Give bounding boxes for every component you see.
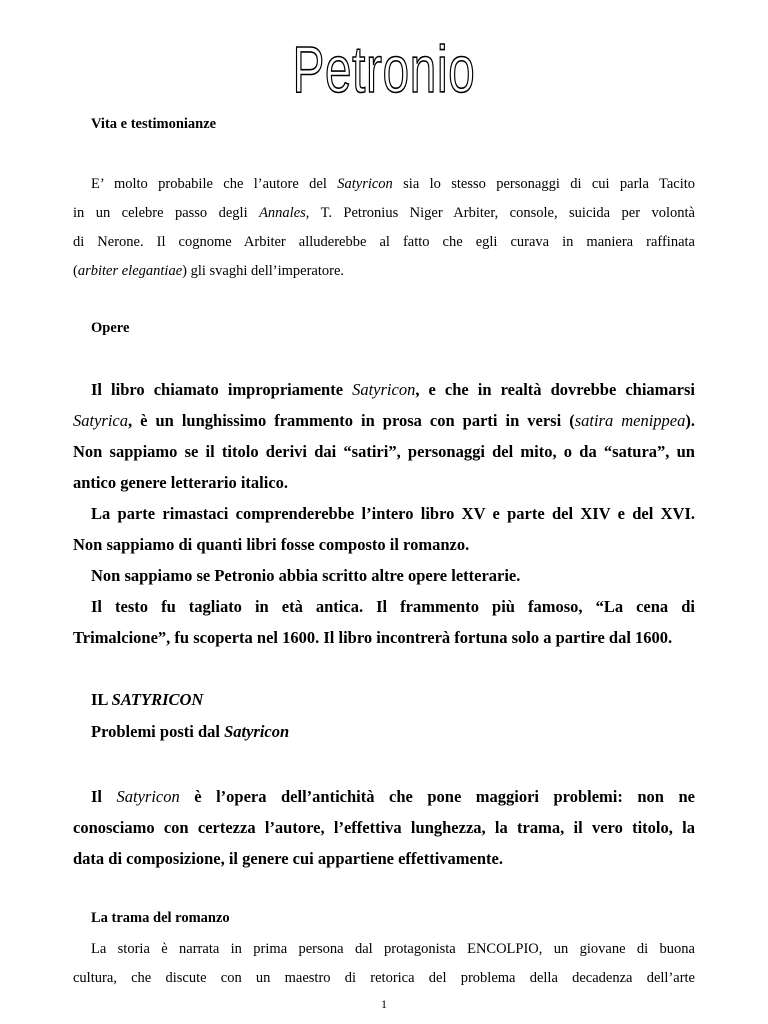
text-line: Non sappiamo se il titolo derivi dai “satiri”, personaggi del mito, o da “satura”, un [73,442,695,461]
heading-opere: Opere [91,320,130,336]
text-line: in un celebre passo degli Annales, T. Petronius Niger Arbiter, console, suicida per volontà [73,205,695,221]
paragraph-problemi [73,781,695,874]
text-line: Il Satyricon è l’opera dell’antichità che pone maggiori problemi: non ne [91,787,695,806]
text-line: antico genere letterario italico. [73,473,289,492]
text-line: Il testo fu tagliato in età antica. Il frammento più famoso, “La cena di [91,597,695,616]
heading-trama: La trama del romanzo [91,910,230,926]
paragraph-opere-2 [73,498,695,560]
text-line: Satyrica, è un lunghissimo frammento in prosa con parti in versi (satira menippea). [73,411,695,430]
paragraph-opere-1 [73,374,695,498]
text-line: La parte rimastaci comprenderebbe l’intero libro XV e parte del XIV e del XVI. [91,504,695,523]
text-line: data di composizione, il genere cui appartiene effettivamente. [73,849,503,868]
text-line: E’ molto probabile che l’autore del Satyricon sia lo stesso personaggi di cui parla Tacito [91,176,695,192]
text-line: cultura, che discute con un maestro di retorica del problema della decadenza dell’arte [73,970,695,986]
text-line: Il libro chiamato impropriamente Satyricon, e che in realtà dovrebbe chiamarsi [91,380,695,399]
paragraph-opere-3 [73,560,695,591]
text-line: La storia è narrata in prima persona dal protagonista ENCOLPIO, un giovane di buona [91,941,695,957]
heading-satyricon: IL SATYRICON [91,690,204,709]
text-line: di Nerone. Il cognome Arbiter alluderebbe al fatto che egli curava in maniera raffinata [73,234,695,250]
text-line: Non sappiamo di quanti libri fosse composto il romanzo. [73,535,470,554]
paragraph-opere-4 [73,591,695,653]
page-number: 1 [381,997,387,1011]
text-line: conosciamo con certezza l’autore, l’effettiva lunghezza, la trama, il vero titolo, la [73,818,695,837]
document-title: Petronio [292,32,476,106]
text-line: Trimalcione”, fu scoperta nel 1600. Il libro incontrerà fortuna solo a partire dal 1600. [73,628,673,647]
text-line: Non sappiamo se Petronio abbia scritto altre opere letterarie. [91,566,521,585]
paragraph-trama [73,935,695,993]
heading-vita: Vita e testimonianze [91,116,217,132]
subheading-problemi: Problemi posti dal Satyricon [91,722,290,741]
paragraph-vita [73,170,695,286]
text-line: (arbiter elegantiae) gli svaghi dell’imperatore. [73,263,345,279]
